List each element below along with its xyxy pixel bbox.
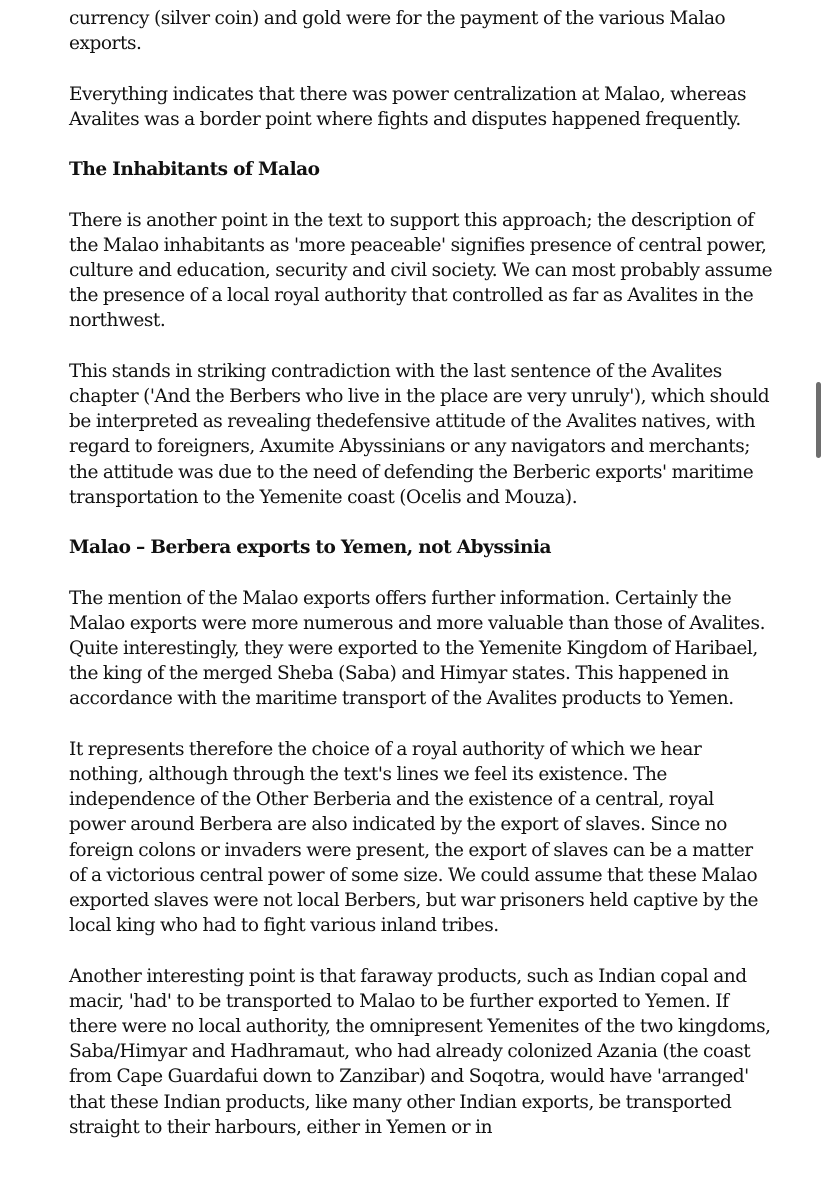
vertical-scrollbar-thumb[interactable] bbox=[816, 382, 821, 458]
paragraph-royal-authority: It represents therefore the choice of a royal authority of which we hear nothing, although through the text's lines we feel its existence. The independence of the Other Berberia and the existence of a central, royal power around Berbera are also indicated by the export of slaves. Since no foreign colons or invaders were present, the export of slaves can be a matter of a victorious central power of some size. We could assume that these Malao exported slaves were not local Berbers, but war prisoners held captive by the local king who had to fight various inland tribes. bbox=[69, 738, 759, 937]
paragraph-payment-exports: currency (silver coin) and gold were for the payment of the various Malao exports. bbox=[69, 8, 726, 55]
paragraph-power-centralization: Everything indicates that there was power centralization at Malao, whereas Avalites was a border point where fights and disputes happened frequently. bbox=[69, 83, 747, 130]
article-body bbox=[69, 6, 774, 1165]
paragraph-malao-exports: The mention of the Malao exports offers further information. Certainly the Malao exports were more numerous and more valuable than those of Avalites. Quite interestingly, they were exported to the Yemenite Kingdom of Haribael, the king of the merged Sheba (Saba) and Himyar states. This happened in accordance with the maritime transport of the Avalites products to Yemen. bbox=[69, 587, 766, 710]
paragraph-indian-products: Another interesting point is that faraway products, such as Indian copal and macir, 'had' to be transported to Malao to be further exported to Yemen. If there were no local authority, the omnipresent Yemenites of the two kingdoms, Saba/Himyar and Hadhramaut, who had already colonized Azania (the coast from Cape Guardafui down to Zanzibar) and Soqotra, would have 'arranged' that these Indian products, like many other Indian exports, be transported straight to their harbours, either in Yemen or in bbox=[69, 965, 771, 1138]
heading-inhabitants-of-malao: The Inhabitants of Malao bbox=[69, 159, 320, 181]
heading-malao-berbera-exports: Malao – Berbera exports to Yemen, not Abyssinia bbox=[69, 537, 552, 559]
paragraph-avalites-contradiction: This stands in striking contradiction with the last sentence of the Avalites chapter ('And the Berbers who live in the place are very unruly'), which should be interpreted as revealing thedefensive attitude of the Avalites natives, with regard to foreigners, Axumite Abyssinians or any navigators and merchants; the attitude was due to the need of defending the Berberic exports' maritime transportation to the Yemenite coast (Ocelis and Mouza). bbox=[69, 360, 770, 508]
paragraph-peaceable-inhabitants: There is another point in the text to support this approach; the description of the Malao inhabitants as 'more peaceable' signifies presence of central power, culture and education, security and civil society. We can most probably assume the presence of a local royal authority that controlled as far as Avalites in the northwest. bbox=[69, 209, 773, 332]
